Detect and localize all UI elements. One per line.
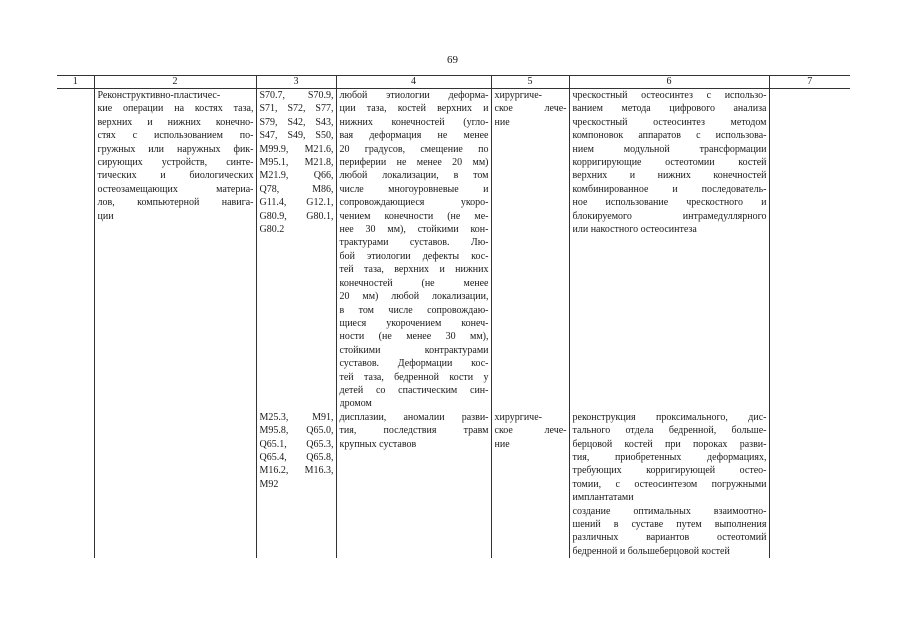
header-cell-6: 6 [569, 76, 769, 89]
cell-line: трактурами суставов. Лю- [339, 237, 489, 249]
cell-line: конечностей (не менее [339, 277, 489, 289]
cell-line: различных вариантов остеотомий [572, 532, 767, 544]
cell-line: числе многоуровневые и [339, 183, 489, 195]
cell-line: Q65.1, Q65.3, [259, 438, 334, 450]
cell-line: верхних и нижних конечно- [97, 116, 254, 128]
cell-line: кие операции на костях таза, [97, 103, 254, 115]
header-cell-2: 2 [94, 76, 256, 89]
header-cell-1: 1 [57, 76, 94, 89]
cell-line: ское лече- [494, 103, 567, 115]
cell-line: или накостного остеосинтеза [572, 224, 697, 236]
header-cell-4: 4 [336, 76, 491, 89]
cell-line: нием модульной трансформации [572, 143, 767, 155]
cell-line: детей со спастическим син- [339, 384, 489, 396]
cell-line: щиеся укорочением конеч- [339, 317, 489, 329]
cell-line: Реконструктивно-пластичес- [97, 90, 221, 101]
cell-line: M95.1, M21.8, [259, 157, 334, 169]
row1-col3 [256, 89, 336, 411]
row2-col2 [94, 411, 256, 558]
row1-col2 [94, 89, 256, 411]
document-table [57, 75, 850, 558]
row1-col1 [57, 89, 94, 411]
row1-col6 [569, 89, 769, 411]
cell-line: дисплазии, аномалии разви- [339, 411, 489, 423]
cell-line: S79, S42, S43, [259, 116, 334, 128]
cell-line: бой этиологии дефекты кос- [339, 250, 489, 262]
cell-line: лов, компьютерной навига- [97, 197, 254, 209]
cell-line: суставов. Деформации кос- [339, 358, 489, 370]
cell-line: M16.2, M16.3, [259, 465, 334, 477]
cell-line: M21.9, Q66, [259, 170, 334, 182]
cell-line: S71, S72, S77, [259, 103, 334, 115]
cell-line: тических и биологических [97, 170, 254, 182]
cell-line: вая деформация не менее [339, 130, 489, 142]
cell-line: Q65.4, Q65.8, [259, 451, 334, 463]
cell-line: крупных суставов [339, 438, 417, 450]
cell-line: тального отдела бедренной, больше- [572, 425, 767, 437]
cell-line: компоновок аппаратов с использова- [572, 130, 767, 142]
cell-line: тей таза, бедренной кости у [339, 371, 489, 383]
cell-line: стойкими контрактурами [339, 344, 489, 356]
header-cell-3: 3 [256, 76, 336, 89]
cell-line: шений в суставе путем выполнения [572, 519, 767, 530]
header-cell-7: 7 [769, 76, 850, 89]
cell-line: ции [97, 210, 114, 222]
cell-line: нее 30 мм), стойкими кон- [339, 224, 489, 236]
cell-line: M92 [259, 478, 279, 490]
table-row [57, 89, 850, 411]
cell-line: G11.4, G12.1, [259, 197, 334, 209]
cell-line: гружных или наружных фик- [97, 143, 254, 155]
cell-line: ванием метода цифрового анализа [572, 103, 767, 115]
cell-line: верхних и нижних конечностей [572, 170, 767, 182]
row2-col7 [769, 411, 850, 558]
cell-line: любой этиологии деформа- [339, 90, 489, 101]
cell-line: 20 мм) любой локализации, [339, 291, 489, 303]
header-row [57, 76, 850, 89]
cell-line: в том числе сопровождаю- [339, 304, 489, 316]
cell-line: требующих корригирующей остео- [572, 465, 767, 477]
row1-col4 [336, 89, 491, 411]
row1-col5 [491, 89, 569, 411]
cell-line: ское лече- [494, 425, 567, 437]
row2-col6 [569, 411, 769, 558]
cell-line: Q78, M86, [259, 183, 334, 195]
cell-line: хирургиче- [494, 90, 542, 101]
cell-line: M95.8, Q65.0, [259, 425, 334, 437]
row1-col7 [769, 89, 850, 411]
cell-line: ции таза, костей верхних и [339, 103, 489, 115]
cell-line: 20 градусов, смещение по [339, 143, 489, 155]
cell-line: G80.2 [259, 224, 285, 236]
cell-line: M99.9, M21.6, [259, 143, 334, 155]
cell-line: берцовой костей при пороках разви- [572, 438, 767, 450]
cell-line: блокируемого интрамедуллярного [572, 210, 767, 222]
row2-col3 [256, 411, 336, 558]
cell-line: имплантатами [572, 492, 634, 504]
cell-line: ности (не менее 30 мм), [339, 331, 489, 343]
cell-line: нижних конечностей (угло- [339, 116, 489, 128]
cell-line: стях с использованием по- [97, 130, 254, 142]
header-cell-5: 5 [491, 76, 569, 89]
cell-line: чением конечности (не ме- [339, 210, 489, 222]
cell-line: ние [494, 438, 510, 450]
cell-line: сопровождающиеся укоро- [339, 197, 489, 209]
row2-col4 [336, 411, 491, 558]
cell-line: комбинированное и последователь- [572, 183, 767, 195]
cell-line: тия, последствия травм [339, 425, 489, 437]
cell-line: периферии не менее 20 мм) [339, 157, 489, 169]
cell-line: реконструкция проксимального, дис- [572, 411, 767, 423]
cell-line: S47, S49, S50, [259, 130, 334, 142]
cell-line: создание оптимальных взаимоотно- [572, 505, 767, 517]
cell-line: бедренной и большеберцовой костей [572, 545, 730, 557]
cell-line: сирующих устройств, синте- [97, 157, 254, 169]
cell-line: томии, с остеосинтезом погружными [572, 478, 767, 490]
cell-line: остеозамещающих материа- [97, 183, 254, 195]
row2-col1 [57, 411, 94, 558]
table-row [57, 411, 850, 558]
row2-col5 [491, 411, 569, 558]
cell-line: S70.7, S70.9, [259, 90, 334, 101]
cell-line: G80.9, G80.1, [259, 210, 334, 222]
cell-line: чрескостный остеосинтез с использо- [572, 90, 767, 101]
cell-line: тей таза, верхних и нижних [339, 264, 489, 276]
cell-line: чрескостный остеосинтез методом [572, 116, 767, 128]
cell-line: любой локализации, в том [339, 170, 489, 182]
cell-line: корригирующие остеотомии костей [572, 157, 767, 169]
cell-line: ное использование чрескостного и [572, 197, 767, 209]
cell-line: ние [494, 116, 510, 128]
cell-line: хирургиче- [494, 411, 542, 423]
cell-line: M25.3, M91, [259, 411, 334, 423]
page-number: 69 [447, 54, 458, 66]
cell-line: дромом [339, 398, 372, 410]
cell-line: тия, приобретенных деформациях, [572, 451, 767, 463]
